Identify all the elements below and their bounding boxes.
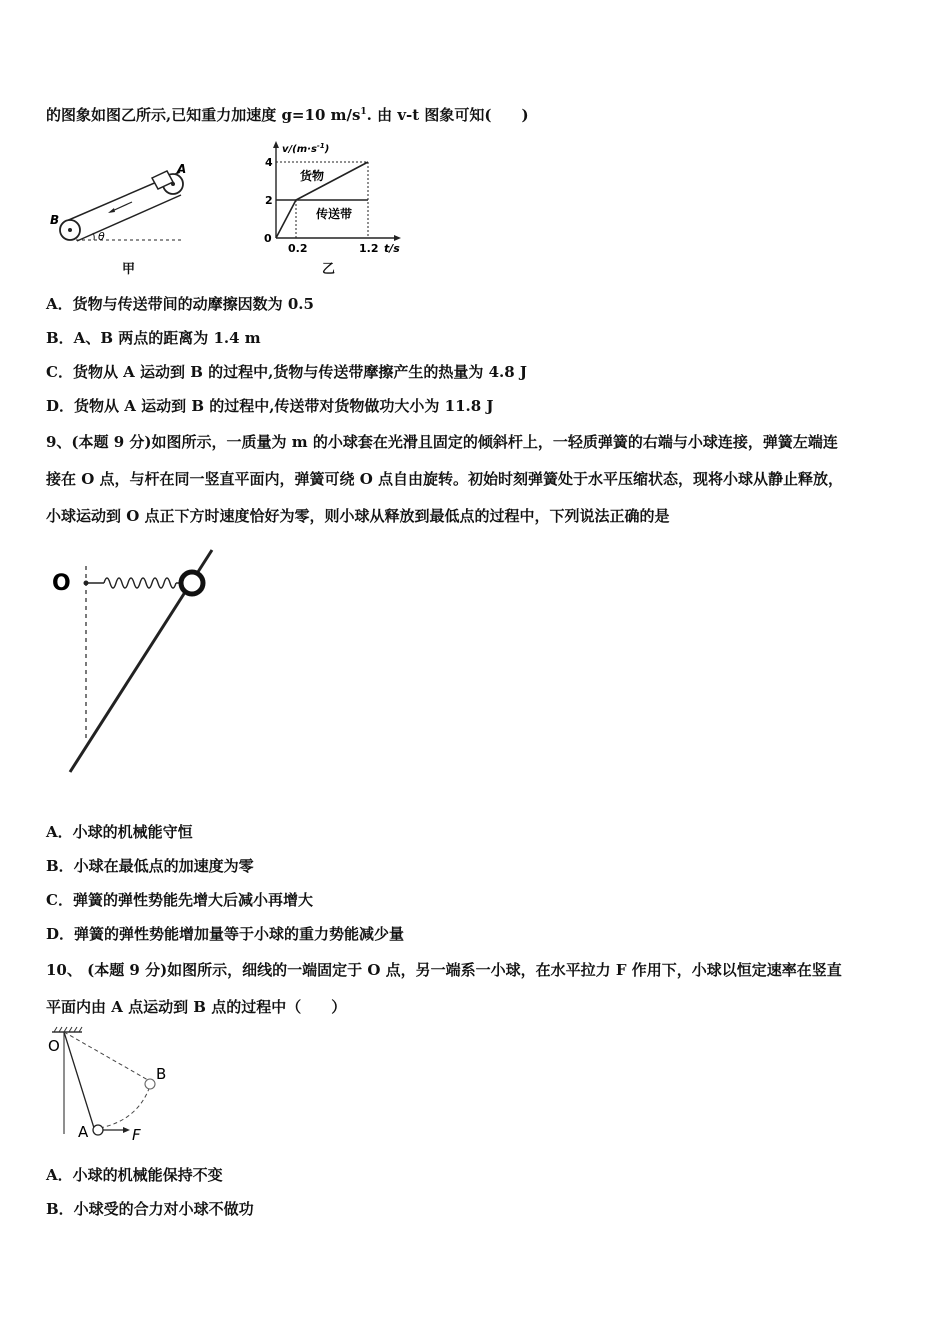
q9-figure-spring-rod — [46, 540, 246, 780]
q8-option-a: A．货物与传送带间的动摩擦因数为 0.5 — [46, 295, 314, 313]
q9-stem-line-3: 小球运动到 O 点正下方时速度恰好为零，则小球从释放到最低点的过程中，下列说法正确的是 — [46, 507, 670, 525]
q8-intro-tail: . 由 v-t 图象可知( ) — [366, 106, 529, 124]
fig-jia-label-b: B — [50, 213, 60, 227]
q10-option-b: B．小球受的合力对小球不做功 — [46, 1200, 254, 1218]
y-tick-2: 2 — [265, 194, 273, 207]
x-tick-1.2: 1.2 — [359, 242, 379, 255]
q9-option-c: C．弹簧的弹性势能先增大后减小再增大 — [46, 891, 313, 909]
q9-spring — [104, 578, 176, 588]
q8-figure-jia-caption: 甲 — [122, 262, 136, 277]
q9-option-d: D．弹簧的弹性势能增加量等于小球的重力势能减少量 — [46, 925, 405, 943]
x-axis-label: t/s — [384, 242, 400, 255]
q10-fig-label-a: A — [78, 1123, 89, 1141]
q10-fig-label-b: B — [156, 1065, 167, 1083]
q10-figure-pendulum — [42, 1024, 192, 1146]
q10-fig-label-f: F — [132, 1126, 141, 1144]
q8-option-c: C．货物从 A 运动到 B 的过程中,货物与传送带摩擦产生的热量为 4.8 J — [46, 363, 528, 381]
fig-jia-label-a: A — [177, 162, 187, 176]
y-axis-label: $v/(m\cdot s^{-1})$ — [282, 142, 330, 155]
q8-intro — [46, 102, 529, 125]
q10-fig-label-o: O — [48, 1037, 60, 1055]
origin-label: 0 — [264, 232, 272, 245]
q10-stem-line-1: 10、 (本题 9 分)如图所示，细线的一端固定于 O 点，另一端系一小球，在水平拉力 F 作用下，小球以恒定速率在竖直 — [46, 961, 842, 979]
series-goods-label: 货物 — [300, 169, 325, 183]
q9-option-b: B．小球在最低点的加速度为零 — [46, 857, 254, 875]
q8-option-d: D．货物从 A 运动到 B 的过程中,传送带对货物做功大小为 11.8 J — [46, 397, 494, 415]
q10-ball-a — [93, 1125, 103, 1135]
q9-option-a: A．小球的机械能守恒 — [46, 823, 193, 841]
q10-option-a: A．小球的机械能保持不变 — [46, 1166, 223, 1184]
q10-arc-path — [100, 1086, 150, 1128]
q8-intro-text: 的图象如图乙所示,已知重力加速度 g=10 m/s — [46, 106, 361, 124]
q8-figure-yi-chart — [258, 138, 408, 258]
q9-ball — [181, 572, 203, 594]
q8-option-b: B．A、B 两点的距离为 1.4 m — [46, 329, 261, 347]
q9-fig-label-o: O — [52, 571, 71, 596]
q8-figure-yi-caption: 乙 — [322, 262, 336, 277]
q10-stem-line-2: 平面内由 A 点运动到 B 点的过程中（ ） — [46, 998, 347, 1016]
x-tick-0.2: 0.2 — [288, 242, 308, 255]
y-tick-4: 4 — [265, 156, 273, 169]
q10-ball-b — [145, 1079, 155, 1089]
fig-jia-label-theta: θ — [98, 230, 105, 243]
series-belt-label: 传送带 — [316, 207, 353, 221]
q9-stem-line-1: 9、(本题 9 分)如图所示，一质量为 m 的小球套在光滑且固定的倾斜杆上，一轻质弹簧的右端与小球连接，弹簧左端连 — [46, 433, 838, 451]
q8-intro-sup: 1 — [360, 107, 367, 117]
q8-figure-jia — [46, 158, 196, 250]
q9-stem-line-2: 接在 O 点，与杆在同一竖直平面内，弹簧可绕 O 点自由旋转。初始时刻弹簧处于水平压缩状态，现将小球从静止释放， — [46, 470, 844, 488]
